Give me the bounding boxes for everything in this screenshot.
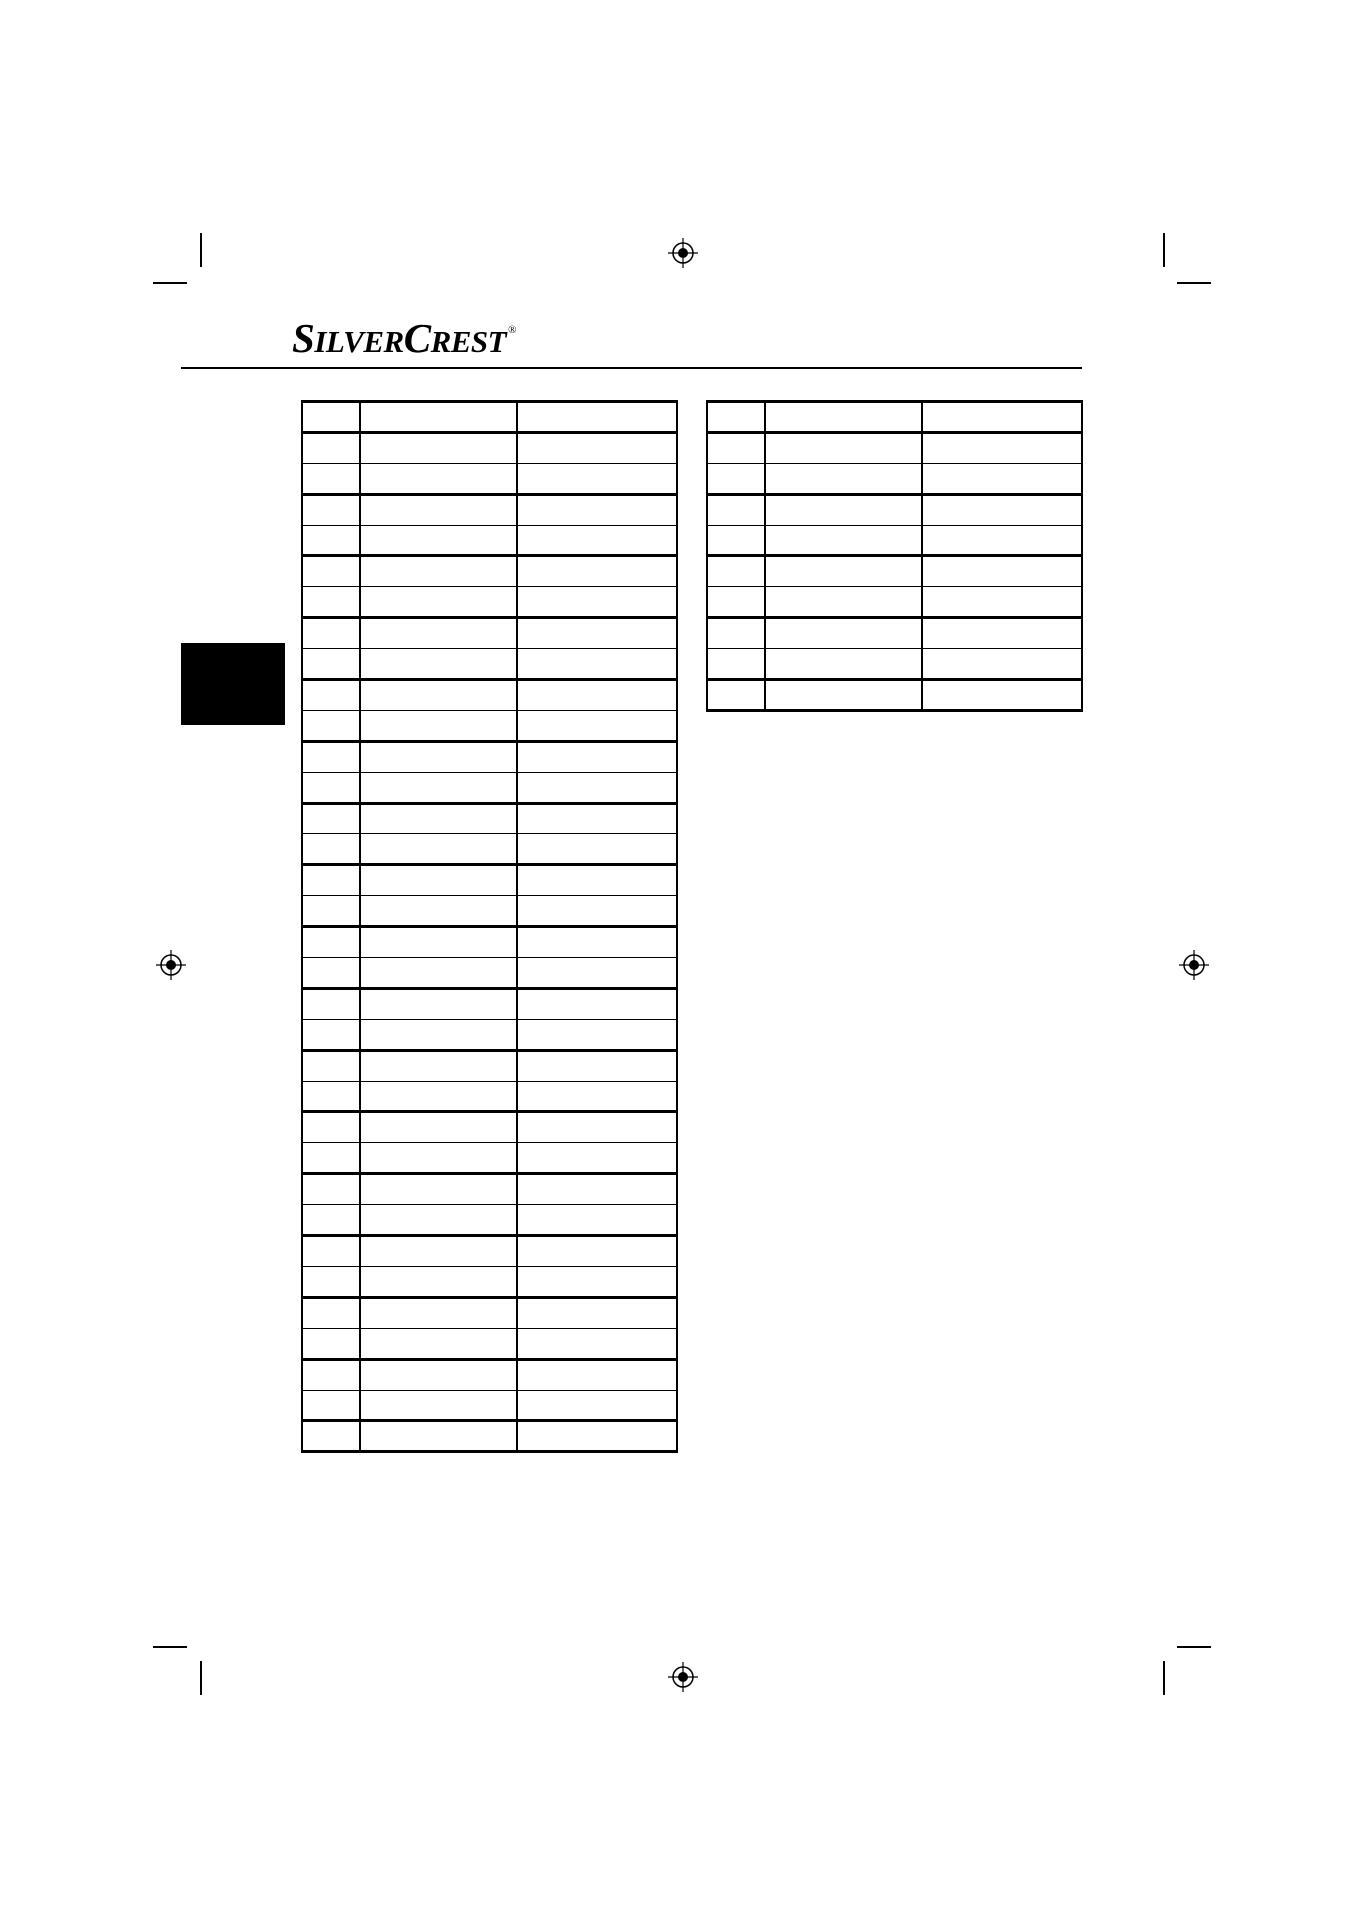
table-cell <box>360 1081 517 1112</box>
table-row <box>302 432 677 463</box>
table-cell <box>360 680 517 711</box>
table-row <box>707 494 1082 525</box>
table-cell <box>302 988 360 1019</box>
table-cell <box>360 958 517 989</box>
table-cell <box>360 525 517 556</box>
table-cell <box>517 1421 677 1452</box>
table-cell <box>360 1297 517 1328</box>
table-row <box>302 803 677 834</box>
table-cell <box>517 525 677 556</box>
table-cell <box>517 834 677 865</box>
table-cell <box>302 1143 360 1174</box>
table-cell <box>765 463 922 494</box>
table-cell <box>517 803 677 834</box>
table-cell <box>360 556 517 587</box>
table-cell <box>517 649 677 680</box>
table-cell <box>360 927 517 958</box>
crop-mark-top-right-horizontal <box>1177 282 1211 284</box>
registration-mark-icon <box>668 1662 698 1692</box>
table-cell <box>517 494 677 525</box>
table-cell <box>707 432 765 463</box>
table-cell <box>302 587 360 618</box>
table-cell <box>302 741 360 772</box>
table-cell <box>765 494 922 525</box>
table-row <box>302 741 677 772</box>
registration-mark-icon <box>156 950 186 980</box>
table-cell <box>517 865 677 896</box>
table-cell <box>360 1112 517 1143</box>
table-cell <box>765 680 922 711</box>
table-cell <box>302 958 360 989</box>
table-cell <box>922 618 1082 649</box>
table-cell <box>517 556 677 587</box>
table-cell <box>517 1205 677 1236</box>
table-cell <box>302 432 360 463</box>
crop-mark-top-left-vertical <box>200 233 202 267</box>
table-cell <box>517 463 677 494</box>
table-cell <box>302 494 360 525</box>
table-row <box>302 618 677 649</box>
table-cell <box>517 1081 677 1112</box>
table-cell <box>517 927 677 958</box>
table-cell <box>517 1359 677 1390</box>
table-cell <box>302 710 360 741</box>
table-row <box>707 649 1082 680</box>
table-row <box>302 463 677 494</box>
table-row <box>302 1174 677 1205</box>
table-cell <box>302 927 360 958</box>
table-cell <box>360 1266 517 1297</box>
table-cell <box>360 741 517 772</box>
table-row <box>302 587 677 618</box>
table-cell <box>517 1019 677 1050</box>
table-cell <box>922 556 1082 587</box>
table-cell <box>922 525 1082 556</box>
table-cell <box>707 556 765 587</box>
table-cell <box>517 1143 677 1174</box>
table-cell <box>517 432 677 463</box>
table-row <box>302 772 677 803</box>
table-cell <box>360 1019 517 1050</box>
table-cell <box>302 834 360 865</box>
table-cell <box>707 494 765 525</box>
table-row <box>302 1266 677 1297</box>
table-cell <box>302 1421 360 1452</box>
table-cell <box>302 1174 360 1205</box>
table-cell <box>360 587 517 618</box>
left-table-body <box>302 402 677 1452</box>
table-row <box>302 1112 677 1143</box>
table-cell <box>360 896 517 927</box>
table-cell <box>517 1390 677 1421</box>
table-cell <box>360 463 517 494</box>
table-cell <box>517 988 677 1019</box>
table-cell <box>360 710 517 741</box>
table-cell <box>360 1328 517 1359</box>
table-row <box>707 432 1082 463</box>
table-cell <box>360 432 517 463</box>
table-row <box>302 896 677 927</box>
table-cell <box>302 1019 360 1050</box>
table-cell <box>360 1421 517 1452</box>
table-cell <box>517 741 677 772</box>
language-side-tab <box>181 643 285 725</box>
table-cell <box>302 1297 360 1328</box>
table-cell <box>302 649 360 680</box>
table-cell <box>360 1390 517 1421</box>
table-row <box>302 402 677 433</box>
table-row <box>302 680 677 711</box>
table-cell <box>360 803 517 834</box>
table-row <box>302 1019 677 1050</box>
table-cell <box>360 1205 517 1236</box>
table-cell <box>302 1081 360 1112</box>
table-row <box>302 1297 677 1328</box>
table-cell <box>517 958 677 989</box>
table-row <box>302 865 677 896</box>
table-cell <box>765 618 922 649</box>
table-row <box>707 618 1082 649</box>
table-row <box>302 927 677 958</box>
table-cell <box>360 772 517 803</box>
table-cell <box>360 1143 517 1174</box>
table-cell <box>707 402 765 433</box>
table-row <box>707 463 1082 494</box>
table-cell <box>517 710 677 741</box>
table-cell <box>765 649 922 680</box>
brand-logo: SILVERCREST ® <box>292 315 516 361</box>
table-cell <box>517 680 677 711</box>
table-row <box>707 402 1082 433</box>
left-empty-table <box>301 400 678 1453</box>
table-cell <box>922 402 1082 433</box>
registered-trademark-mark: ® <box>508 324 516 336</box>
table-cell <box>302 1266 360 1297</box>
right-table-body <box>707 402 1082 711</box>
table-cell <box>707 649 765 680</box>
table-cell <box>922 649 1082 680</box>
table-cell <box>302 618 360 649</box>
table-cell <box>302 772 360 803</box>
table-row <box>302 710 677 741</box>
table-row <box>302 958 677 989</box>
table-cell <box>360 865 517 896</box>
table-cell <box>360 1050 517 1081</box>
right-empty-table <box>706 400 1083 712</box>
crop-mark-bottom-right-horizontal <box>1177 1646 1211 1648</box>
table-cell <box>302 1112 360 1143</box>
table-cell <box>922 432 1082 463</box>
table-cell <box>517 896 677 927</box>
table-cell <box>302 1205 360 1236</box>
table-cell <box>765 432 922 463</box>
table-row <box>302 1205 677 1236</box>
table-row <box>302 494 677 525</box>
table-cell <box>360 988 517 1019</box>
table-cell <box>302 803 360 834</box>
table-row <box>302 1421 677 1452</box>
table-cell <box>517 1112 677 1143</box>
table-row <box>302 1236 677 1267</box>
table-cell <box>360 1174 517 1205</box>
table-cell <box>922 463 1082 494</box>
table-row <box>707 556 1082 587</box>
table-cell <box>302 1328 360 1359</box>
table-row <box>302 525 677 556</box>
table-row <box>302 1143 677 1174</box>
table-row <box>302 1081 677 1112</box>
table-cell <box>302 896 360 927</box>
table-cell <box>765 556 922 587</box>
table-cell <box>517 1050 677 1081</box>
registration-mark-icon <box>668 238 698 268</box>
table-row <box>302 834 677 865</box>
table-cell <box>517 1236 677 1267</box>
table-cell <box>302 1236 360 1267</box>
table-cell <box>302 1359 360 1390</box>
table-cell <box>360 649 517 680</box>
table-cell <box>517 587 677 618</box>
table-cell <box>517 1297 677 1328</box>
table-cell <box>302 525 360 556</box>
table-cell <box>922 680 1082 711</box>
table-cell <box>922 587 1082 618</box>
table-cell <box>302 680 360 711</box>
table-cell <box>302 556 360 587</box>
table-cell <box>517 1174 677 1205</box>
table-cell <box>360 834 517 865</box>
table-cell <box>302 865 360 896</box>
crop-mark-bottom-right-vertical <box>1163 1661 1165 1695</box>
table-row <box>707 680 1082 711</box>
table-row <box>302 1328 677 1359</box>
crop-mark-bottom-left-horizontal <box>153 1646 187 1648</box>
table-cell <box>517 618 677 649</box>
table-row <box>302 1050 677 1081</box>
table-cell <box>765 587 922 618</box>
table-cell <box>517 772 677 803</box>
table-cell <box>517 1328 677 1359</box>
table-cell <box>302 463 360 494</box>
crop-mark-bottom-left-vertical <box>200 1661 202 1695</box>
header-divider <box>181 367 1082 369</box>
table-cell <box>707 525 765 556</box>
table-row <box>302 988 677 1019</box>
table-cell <box>922 494 1082 525</box>
table-row <box>302 1390 677 1421</box>
table-row <box>707 587 1082 618</box>
crop-mark-top-left-horizontal <box>153 282 187 284</box>
crop-mark-top-right-vertical <box>1163 233 1165 267</box>
table-cell <box>302 402 360 433</box>
table-cell <box>707 463 765 494</box>
table-row <box>302 1359 677 1390</box>
table-cell <box>360 1236 517 1267</box>
table-row <box>302 649 677 680</box>
table-cell <box>360 494 517 525</box>
table-cell <box>302 1390 360 1421</box>
table-cell <box>765 525 922 556</box>
registration-mark-icon <box>1179 950 1209 980</box>
table-cell <box>517 402 677 433</box>
table-row <box>707 525 1082 556</box>
table-cell <box>707 680 765 711</box>
table-cell <box>302 1050 360 1081</box>
table-cell <box>360 1359 517 1390</box>
table-cell <box>517 1266 677 1297</box>
table-row <box>302 556 677 587</box>
table-cell <box>765 402 922 433</box>
table-cell <box>360 402 517 433</box>
table-cell <box>360 618 517 649</box>
table-cell <box>707 618 765 649</box>
table-cell <box>707 587 765 618</box>
